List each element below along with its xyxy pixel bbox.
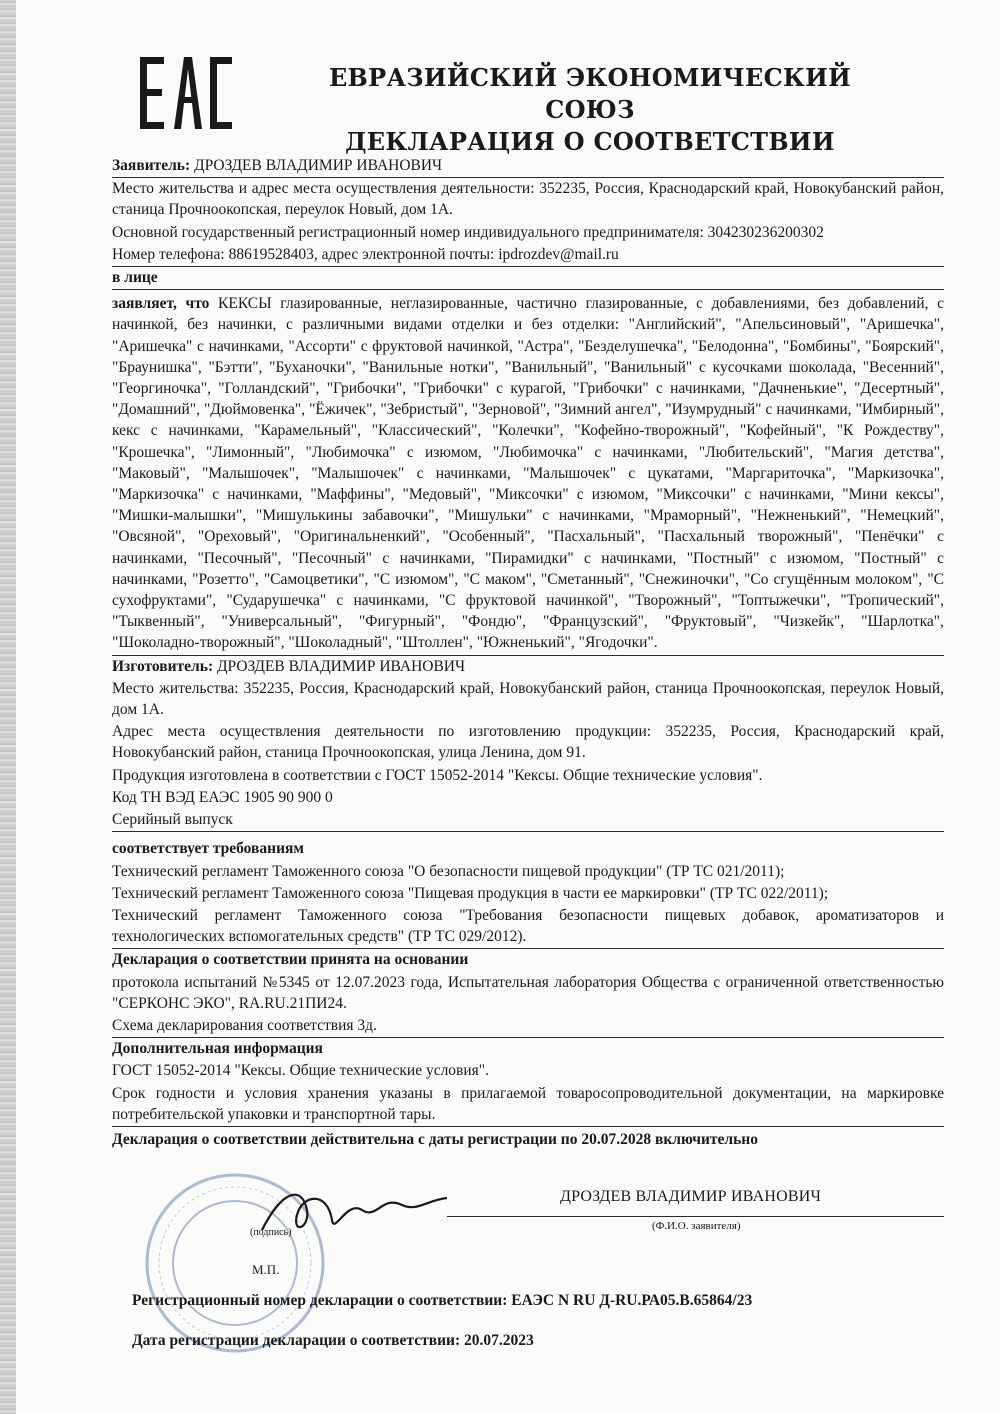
header-line1: ЕВРАЗИЙСКИЙ ЭКОНОМИЧЕСКИЙ СОЮЗ <box>328 63 852 124</box>
registration-date: Дата регистрации декларации о соответствии: 20.07.2023 <box>132 1332 534 1349</box>
validity-text: Декларация о соответствии действительна с даты регистрации по 20.07.2028 включительно <box>112 1130 758 1148</box>
declares-label: заявляет, что <box>112 295 210 313</box>
registration-number: Регистрационный номер декларации о соответствии: ЕАЭС N RU Д-RU.РА05.В.65864/23 <box>132 1292 753 1309</box>
header-title <box>290 62 890 158</box>
mp-label: М.П. <box>252 1262 280 1277</box>
requirement-item: Технический регламент Таможенного союза "Требования безопасности пищевых добавок, ароматизаторов и технологических вспомогательных средств" (ТР ТС 029/2012). <box>112 905 944 949</box>
signature-line <box>447 1216 944 1217</box>
additional-label: Дополнительная информация <box>112 1040 323 1058</box>
sign-label: (подпись) <box>250 1227 292 1238</box>
manufacturer-residence: Место жительства: 352235, Россия, Краснодарский край, Новокубанский район, станица Прочноокопская, переулок Новый, дом 1А. <box>112 679 944 719</box>
manufacturer-name: ДРОЗДЕВ ВЛАДИМИР ИВАНОВИЧ <box>216 657 466 675</box>
basis-protocol: протокола испытаний №5345 от 12.07.2023 года, Испытательная лаборатория Общества с ограниченной ответственностью "СЕРКОНС ЭКО", RA.RU.21ПИ24. <box>112 973 944 1012</box>
requirements-label: соответствует требованиям <box>112 840 304 858</box>
manufacturer-label: Изготовитель: <box>112 657 214 675</box>
declaration-body <box>112 155 944 1151</box>
applicant-contacts: Номер телефона: 88619528403, адрес электронной почты: ipdrozdev@mail.ru <box>112 244 944 267</box>
in-person-label: в лице <box>112 267 944 290</box>
applicant-address: Место жительства и адрес места осуществления деятельности: 352235, Россия, Краснодарский край, Новокубанский район, станица Прочноокопская, переулок Новый, дом 1А. <box>112 180 944 219</box>
applicant-ogrnip: Основной государственный регистрационный номер индивидуального предпринимателя: 304230236200302 <box>112 223 824 241</box>
scan-edge <box>0 0 16 1414</box>
signatory-name: ДРОЗДЕВ ВЛАДИМИР ИВАНОВИЧ <box>560 1188 822 1205</box>
manufacturer-row <box>112 656 944 678</box>
fio-label: (Ф.И.О. заявителя) <box>652 1220 741 1232</box>
basis-scheme: Схема декларирования соответствия 3д. <box>112 1015 944 1038</box>
basis-label: Декларация о соответствии принята на основании <box>112 951 469 969</box>
manufacturer-series: Серийный выпуск <box>112 809 944 832</box>
applicant-label: Заявитель: <box>112 157 191 174</box>
signature-area <box>112 1180 944 1410</box>
manufacturer-tnved: Код ТН ВЭД ЕАЭС 1905 90 900 0 <box>112 788 333 806</box>
manufacturer-production-address: Адрес места осуществления деятельности по изготовлению продукции: 352235, Россия, Краснодарский край, Новокубанский район, станица Прочноокопская, улица Ленина, дом 91. <box>112 723 944 762</box>
additional-storage: Срок годности и условия хранения указаны в прилагаемой товаросопроводительной документации, на маркировке потребительской упаковки и транспортной тары. <box>112 1083 944 1127</box>
applicant-name: ДРОЗДЕВ ВЛАДИМИР ИВАНОВИЧ <box>194 157 443 174</box>
requirement-item: Технический регламент Таможенного союза "О безопасности пищевой продукции" (ТР ТС 021/2011); <box>112 862 785 880</box>
applicant-row <box>112 155 944 178</box>
manufacturer-standard: Продукция изготовлена в соответствии с ГОСТ 15052-2014 "Кексы. Общие технические условия". <box>112 766 763 784</box>
additional-gost: ГОСТ 15052-2014 "Кексы. Общие технические условия". <box>112 1062 490 1080</box>
requirement-item: Технический регламент Таможенного союза "Пищевая продукция в части ее маркировки" (ТР ТС 022/2011); <box>112 884 829 902</box>
eac-mark-icon <box>138 55 234 131</box>
declares-block <box>112 293 944 655</box>
handwritten-signature-icon <box>252 1180 452 1250</box>
header-line2: ДЕКЛАРАЦИЯ О СООТВЕТСТВИИ <box>345 127 835 156</box>
declares-text: КЕКСЫ глазированные, неглазированные, частично глазированные, с добавлениями, без добавлений, с начинкой, без начинки, с различными видами отделки и без отделки: "Английский", "Апельсиновый", "Аришечка", "Аришечка" с начинками, "Ассорти" с фруктовой начинкой, "Астра", "Безделушечка", "Белодонна", "Бомбины", "Боярский", "Браунишка", "Бэтти", "Буханочки", "Ванильные нотки", "Ванильный", "Ванильный" с кусочками шоколада, "Весенний", "Георгиночка", "Голландский", "Грибочки", "Грибочки" с курагой, "Грибочки" с начинками, "Дачненькие", "Десертный", "Домашний", "Дюймовенка", "Ёжичек", "Зебристый", "Зерновой", "Зимний ангел", "Изумрудный" с начинками, "Имбирный", кекс с начинками, "Карамельный", "Классический", "Колечки", "Кофейно-творожный", "Кофейный", "К Рождеству", "Крошечка", "Лимонный", "Любимочка" с изюмом, "Любимочка" с начинками, "Любительский", "Магия детства", "Маковый", "Малышочек", "Малышочек" с начинками, "Малышочек" с цукатами, "Маргариточка", "Маркизочка", "Маркизочка" с начинками, "Маффины", "Медовый", "Миксочки" с изюмом, "Миксочки" с начинками, "Мини кексы", "Мишки-малышки", "Мишулькины забавочки", "Мишульки" с начинками, "Мраморный", "Нежненький", "Немецкий", "Овсяной", "Ореховый", "Оригинальненкий", "Особенный", "Пасхальный", "Пасхальный творожный", "Пенёчки" с начинками, "Песочный", "Песочный" с начинками, "Пирамидки" с начинками, "Постный" с изюмом, "Постный" с начинками, "Розетто", "Самоцветики", "С изюмом", "С маком", "Сметанный", "Снежиночки", "Со сгущённым молоком", "С сухофруктами", "Сударушечка" с начинками, "С фруктовой начинкой", "Творожный", "Топтыжечки", "Тропический", "Тыквенный", "Универсальный", "Фигурный", "Фондю", "Французский", "Фруктовый", "Чизкейк", "Шарлотка", "Шоколадно-творожный", "Шоколадный", "Штоллен", "Южненький", "Ягодочки". <box>112 295 945 652</box>
